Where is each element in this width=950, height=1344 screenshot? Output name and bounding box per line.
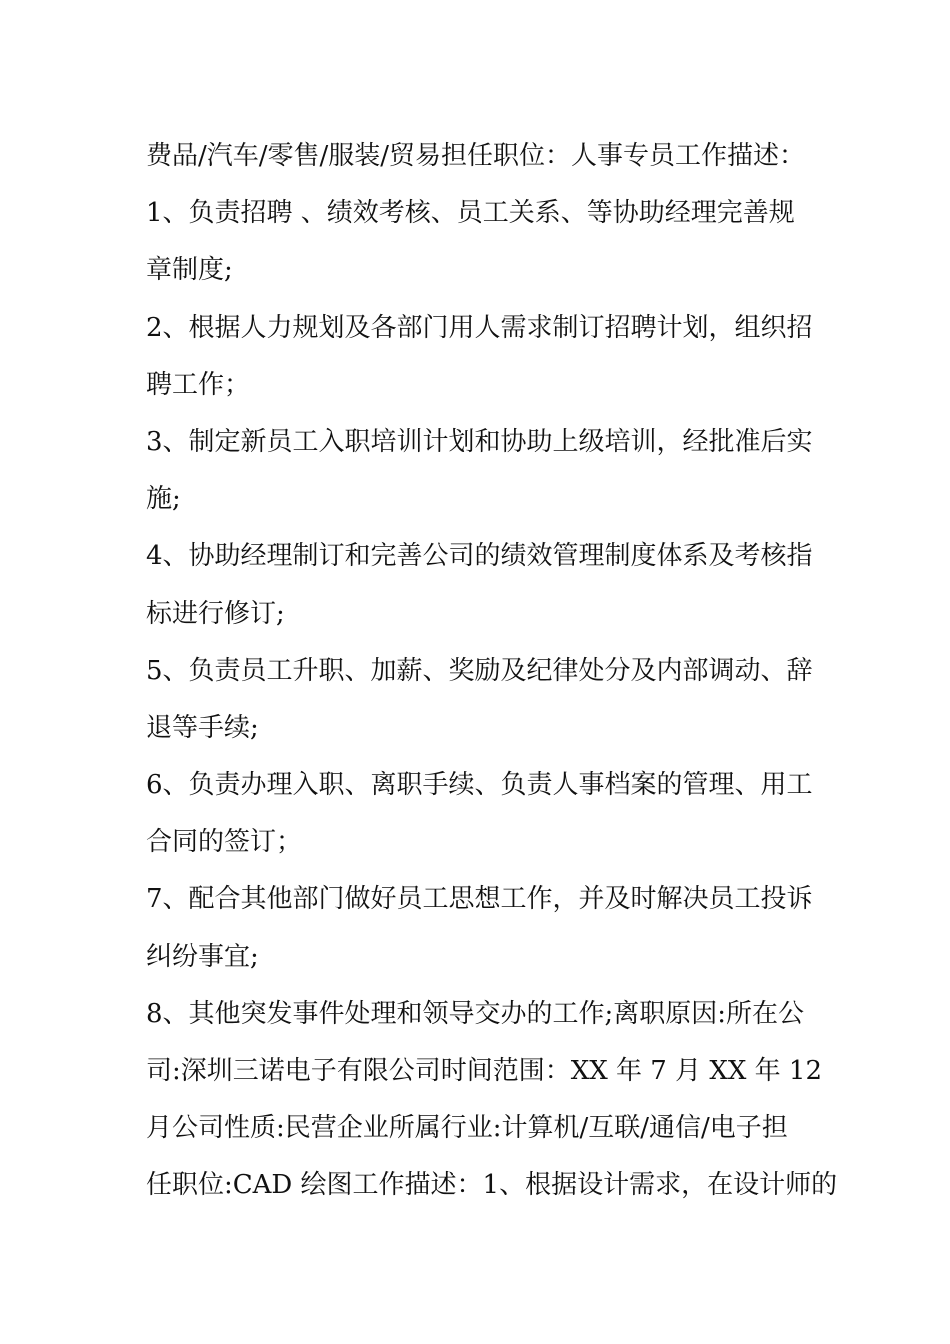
text-line: 2、根据人力规划及各部门用人需求制订招聘计划，组织招 [146,312,813,343]
document-body [146,128,838,1215]
text-line: 7、配合其他部门做好员工思想工作，并及时解决员工投诉 [146,884,813,915]
text-line: 纠纷事宜; [146,941,259,972]
text-line: 3、制定新员工入职培训计划和协助上级培训，经批准后实 [146,426,813,457]
text-line: 合同的签订； [146,827,303,858]
text-line: 任职位:CAD 绘图工作描述：1、根据设计需求，在设计师的 [146,1170,838,1201]
text-line: 5、负责员工升职、加薪、奖励及纪律处分及内部调动、辞 [146,655,813,686]
text-line: 聘工作； [146,369,251,400]
text-line: 司:深圳三诺电子有限公司时间范围：XX 年 7 月 XX 年 12 [146,1056,823,1086]
text-line: 标进行修订; [146,598,285,629]
text-line: 4、协助经理制订和完善公司的绩效管理制度体系及考核指 [146,541,813,572]
text-line: 章制度; [146,255,233,286]
text-line: 1、负责招聘 、绩效考核、员工关系、等协助经理完善规 [146,198,795,229]
text-line: 月公司性质:民营企业所属行业:计算机/互联/通信/电子担 [146,1113,788,1144]
text-line: 退等手续; [146,712,259,743]
text-line: 6、负责办理入职、离职手续、负责人事档案的管理、用工 [146,770,813,801]
text-line: 8、其他突发事件处理和领导交办的工作;离职原因:所在公 [146,998,805,1029]
text-line: 费品/汽车/零售/服装/贸易担任职位：人事专员工作描述： [146,141,806,171]
text-line: 施; [146,484,181,515]
